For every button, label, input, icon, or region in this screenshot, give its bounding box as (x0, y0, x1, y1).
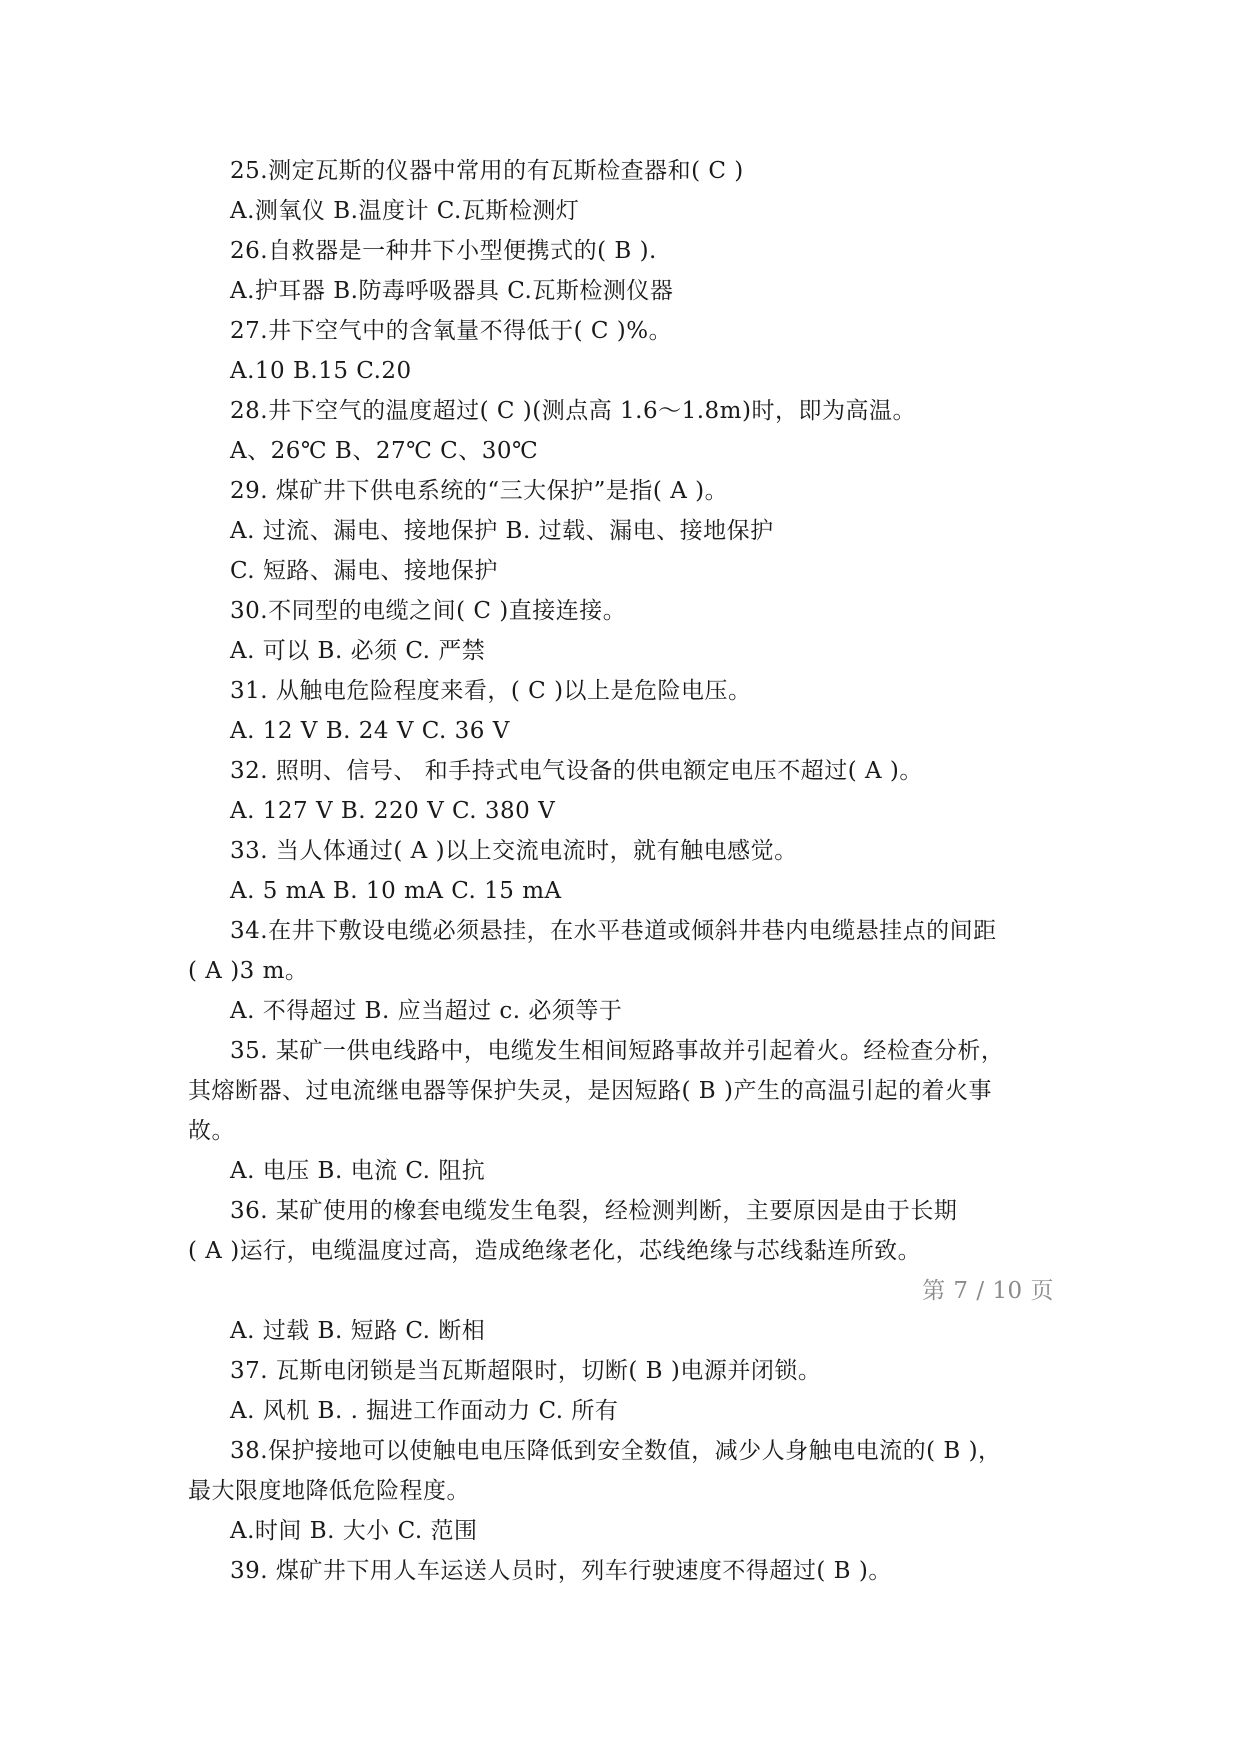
text-line: A. 5 mA B. 10 mA C. 15 mA (230, 878, 562, 904)
text-line: 故。 (188, 1118, 235, 1144)
text-line: 其熔断器、过电流继电器等保护失灵，是因短路( B )产生的高温引起的着火事 (188, 1078, 992, 1104)
text-line: A. 可以 B. 必须 C. 严禁 (230, 638, 486, 664)
text-line: 30.不同型的电缆之间( C )直接连接。 (230, 598, 627, 624)
text-line: A. 127 V B. 220 V C. 380 V (230, 798, 556, 824)
text-line: A. 电压 B. 电流 C. 阻抗 (230, 1158, 486, 1184)
text-line: A. 风机 B. . 掘进工作面动力 C. 所有 (230, 1398, 619, 1424)
document-body (188, 151, 1058, 1591)
text-line: 35. 某矿一供电线路中，电缆发生相间短路事故并引起着火。经检查分析， (230, 1038, 1005, 1064)
text-line: A、26℃ B、27℃ C、30℃ (230, 438, 539, 464)
text-line: 27.井下空气中的含氧量不得低于( C )%。 (230, 318, 673, 344)
text-line: 34.在井下敷设电缆必须悬挂，在水平巷道或倾斜井巷内电缆悬挂点的间距 (230, 918, 997, 944)
text-line: A.时间 B. 大小 C. 范围 (230, 1518, 478, 1544)
text-line: A. 过流、漏电、接地保护 B. 过载、漏电、接地保护 (230, 518, 774, 544)
text-line: ( A )运行，电缆温度过高，造成绝缘老化，芯线绝缘与芯线黏连所致。 (188, 1238, 922, 1264)
text-line: A.护耳器 B.防毒呼吸器具 C.瓦斯检测仪器 (230, 278, 674, 304)
text-line: 29. 煤矿井下供电系统的“三大保护”是指( A )。 (230, 478, 729, 504)
text-line: A. 12 V B. 24 V C. 36 V (230, 718, 510, 744)
text-line: 31. 从触电危险程度来看，( C )以上是危险电压。 (230, 678, 752, 704)
text-line: 26.自救器是一种井下小型便携式的( B ). (230, 238, 657, 264)
text-line: 25.测定瓦斯的仪器中常用的有瓦斯检查器和( C ) (230, 158, 744, 184)
page-number: 第 7 / 10 页 (922, 1278, 1054, 1304)
text-line: 33. 当人体通过( A )以上交流电流时，就有触电感觉。 (230, 838, 798, 864)
text-line: A.测氧仪 B.温度计 C.瓦斯检测灯 (230, 198, 580, 224)
text-line: 32. 照明、信号、 和手持式电气设备的供电额定电压不超过( A )。 (230, 758, 923, 784)
text-line: 28.井下空气的温度超过( C )(测点高 1.6～1.8m)时，即为高温。 (230, 398, 916, 424)
text-line: C. 短路、漏电、接地保护 (230, 558, 498, 584)
question-lines-continued (188, 1311, 1058, 1591)
text-line: A. 不得超过 B. 应当超过 c. 必须等于 (230, 998, 623, 1024)
text-line: ( A )3 m。 (188, 958, 309, 984)
text-line: A. 过载 B. 短路 C. 断相 (230, 1318, 486, 1344)
text-line: 38.保护接地可以使触电电压降低到安全数值，减少人身触电电流的( B )， (230, 1438, 1002, 1464)
text-line: A.10 B.15 C.20 (230, 358, 412, 384)
question-lines (188, 151, 1058, 1271)
text-line: 39. 煤矿井下用人车运送人员时，列车行驶速度不得超过( B )。 (230, 1558, 892, 1584)
text-line: 37. 瓦斯电闭锁是当瓦斯超限时，切断( B )电源并闭锁。 (230, 1358, 822, 1384)
text-line: 最大限度地降低危险程度。 (188, 1478, 470, 1504)
text-line: 36. 某矿使用的橡套电缆发生龟裂，经检测判断，主要原因是由于长期 (230, 1198, 958, 1224)
